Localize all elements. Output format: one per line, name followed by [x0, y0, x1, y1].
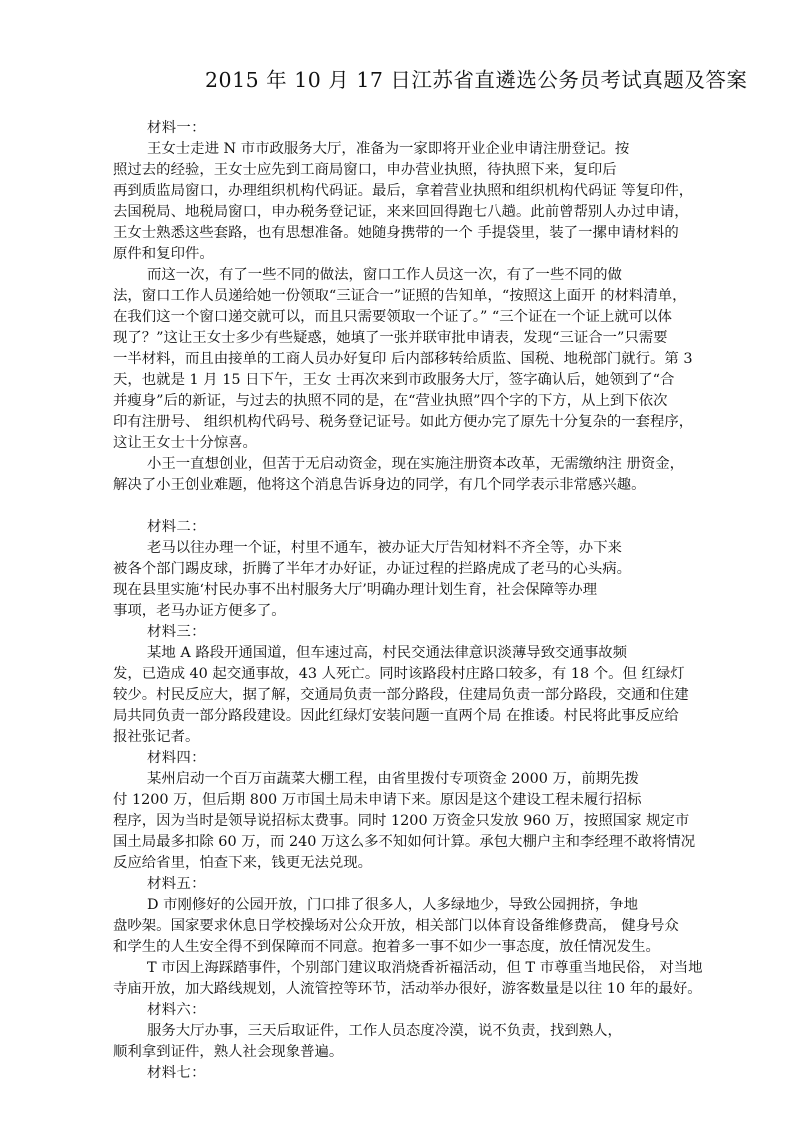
paragraph-line: 某地 A 路段开通国道，但车速过高，村民交通法律意识淡薄导致交通事故频: [147, 645, 628, 661]
paragraph-line: 被各个部门踢皮球，折腾了半年才办好证，办证过程的拦路虎成了老马的心头病。: [113, 561, 632, 577]
paragraph-line: 局共同负责一部分路段建设。因此红绿灯安装问题一直两个局 在推诿。村民将此事反应给: [113, 708, 679, 724]
paragraph-line: 照过去的经验，王女士应先到工商局窗口，申办营业执照，待执照下来，复印后: [113, 162, 617, 178]
paragraph-line: 法，窗口工作人员递给她一份领取“三证合一”证照的告知单，“按照这上面开 的材料清单，: [113, 288, 687, 304]
paragraph-line: 盘吵架。国家要求休息日学校操场对公众开放，相关部门以体育设备维修费高， 健身号众: [113, 918, 679, 934]
paragraph-line: 解决了小王创业难题，他将这个消息告诉身边的同学，有几个同学表示非常感兴趣。: [113, 477, 646, 493]
paragraph-line: 去国税局、地税局窗口，申办税务登记证，来来回回得跑七八趟。此前曾帮别人办过申请，: [113, 204, 689, 220]
paragraph-line: 现在县里实施‘村民办事不出村服务大厅’明确办理计划生育，社会保障等办理: [113, 582, 598, 598]
paragraph-line: 再到质监局窗口，办理组织机构代码证。最后，拿着营业执照和组织机构代码证 等复印件，: [113, 183, 694, 199]
paragraph-line: 服务大厅办事，三天后取证件，工作人员态度冷漠，说不负责，找到熟人，: [147, 1023, 622, 1039]
paragraph-line: 天，也就是 1 月 15 日下午，王女 士再次来到市政服务大厅，签字确认后，她领到了“合: [113, 372, 675, 388]
paragraph-line: 而这一次，有了一些不同的做法，窗口工作人员这一次，有了一些不同的做: [147, 267, 622, 283]
paragraph-line: T 市因上海踩踏事件，个别部门建议取消烧香祈福活动，但 T 市尊重当地民俗， 对当地: [147, 960, 703, 976]
paragraph-line: 原件和复印件。: [113, 246, 214, 262]
paragraph-line: 某州启动一个百万亩蔬菜大棚工程，由省里拨付专项资金 2000 万，前期先拨: [147, 771, 639, 787]
paragraph-line: 寺庙开放，加大路线规划，人流管控等环节，活动举办很好，游客数量是以往 10 年的最好。: [113, 981, 702, 997]
paragraph-line: 印有注册号、 组织机构代码号、税务登记证号。如此方便办完了原先十分复杂的一套程序，: [113, 414, 694, 430]
section-heading: 材料五：: [147, 876, 206, 892]
paragraph-line: 国土局最多扣除 60 万，而 240 万这么多不知如何计算。承包大棚户主和李经理不敢将情况: [113, 834, 696, 850]
paragraph-line: 老马以往办理一个证，村里不通车，被办证大厅告知材料不齐全等，办下来: [147, 540, 622, 556]
paragraph-line: 并瘦身”后的新证，与过去的执照不同的是，在“营业执照”四个字的下方，从上到下依次: [113, 393, 668, 409]
paragraph-line: 反应给省里，怕查下来，钱更无法兑现。: [113, 855, 373, 871]
paragraph-line: 报社张记者。: [113, 729, 200, 745]
paragraph-line: 王女士熟悉这些套路，也有思想准备。她随身携带的一个 手提袋里，装了一摞申请材料的: [113, 225, 679, 241]
paragraph-line: 一半材料，而且由接单的工商人员办好复印 后内部移转给质监、国税、地税部门就行。第 3: [113, 351, 693, 367]
paragraph-line: 和学生的人生安全得不到保障而不同意。抱着多一事不如少一事态度，放任情况发生。: [113, 939, 660, 955]
paragraph-line: 发，已造成 40 起交通事故，43 人死亡。同时该路段村庄路口较多，有 18 个。但 红绿灯: [113, 666, 685, 682]
paragraph-line: 现了？”这让王女士多少有些疑惑，她填了一张并联审批申请表，发现“三证合一”只需要: [113, 330, 668, 346]
section-heading: 材料一：: [147, 120, 206, 136]
paragraph-line: D 市刚修好的公园开放，门口排了很多人，人多绿地少，导致公园拥挤，争地: [147, 897, 639, 913]
paragraph-line: 在我们这一个窗口递交就可以，而且只需要领取一个证了。” “三个证在一个证上就可以体: [113, 309, 672, 325]
document-title: 2015 年 10 月 17 日江苏省直遴选公务员考试真题及答案: [205, 68, 748, 92]
paragraph-line: 较少。村民反应大，据了解，交通局负责一部分路段，住建局负责一部分路段，交通和住建: [113, 687, 689, 703]
section-heading: 材料六：: [147, 1002, 206, 1018]
paragraph-line: 事项，老马办证方便多了。: [113, 603, 286, 619]
section-heading: 材料七：: [147, 1065, 206, 1081]
section-heading: 材料四：: [147, 750, 206, 766]
section-heading: 材料二：: [147, 519, 206, 535]
paragraph-line: 这让王女士十分惊喜。: [113, 435, 257, 451]
paragraph-line: 顺利拿到证件，熟人社会现象普遍。: [113, 1044, 344, 1060]
paragraph-line: 王女士走进 N 市市政服务大厅，准备为一家即将开业企业申请注册登记。按: [147, 141, 630, 157]
paragraph-line: 小王一直想创业，但苦于无启动资金，现在实施注册资本改革，无需缴纳注 册资金，: [147, 456, 685, 472]
paragraph-line: 付 1200 万，但后期 800 万市国土局未申请下来。原因是这个建设工程未履行招标: [113, 792, 642, 808]
section-heading: 材料三：: [147, 624, 206, 640]
paragraph-line: 程序，因为当时是领导说招标太费事。同时 1200 万资金只发放 960 万，按照国家 规定市: [113, 813, 690, 829]
